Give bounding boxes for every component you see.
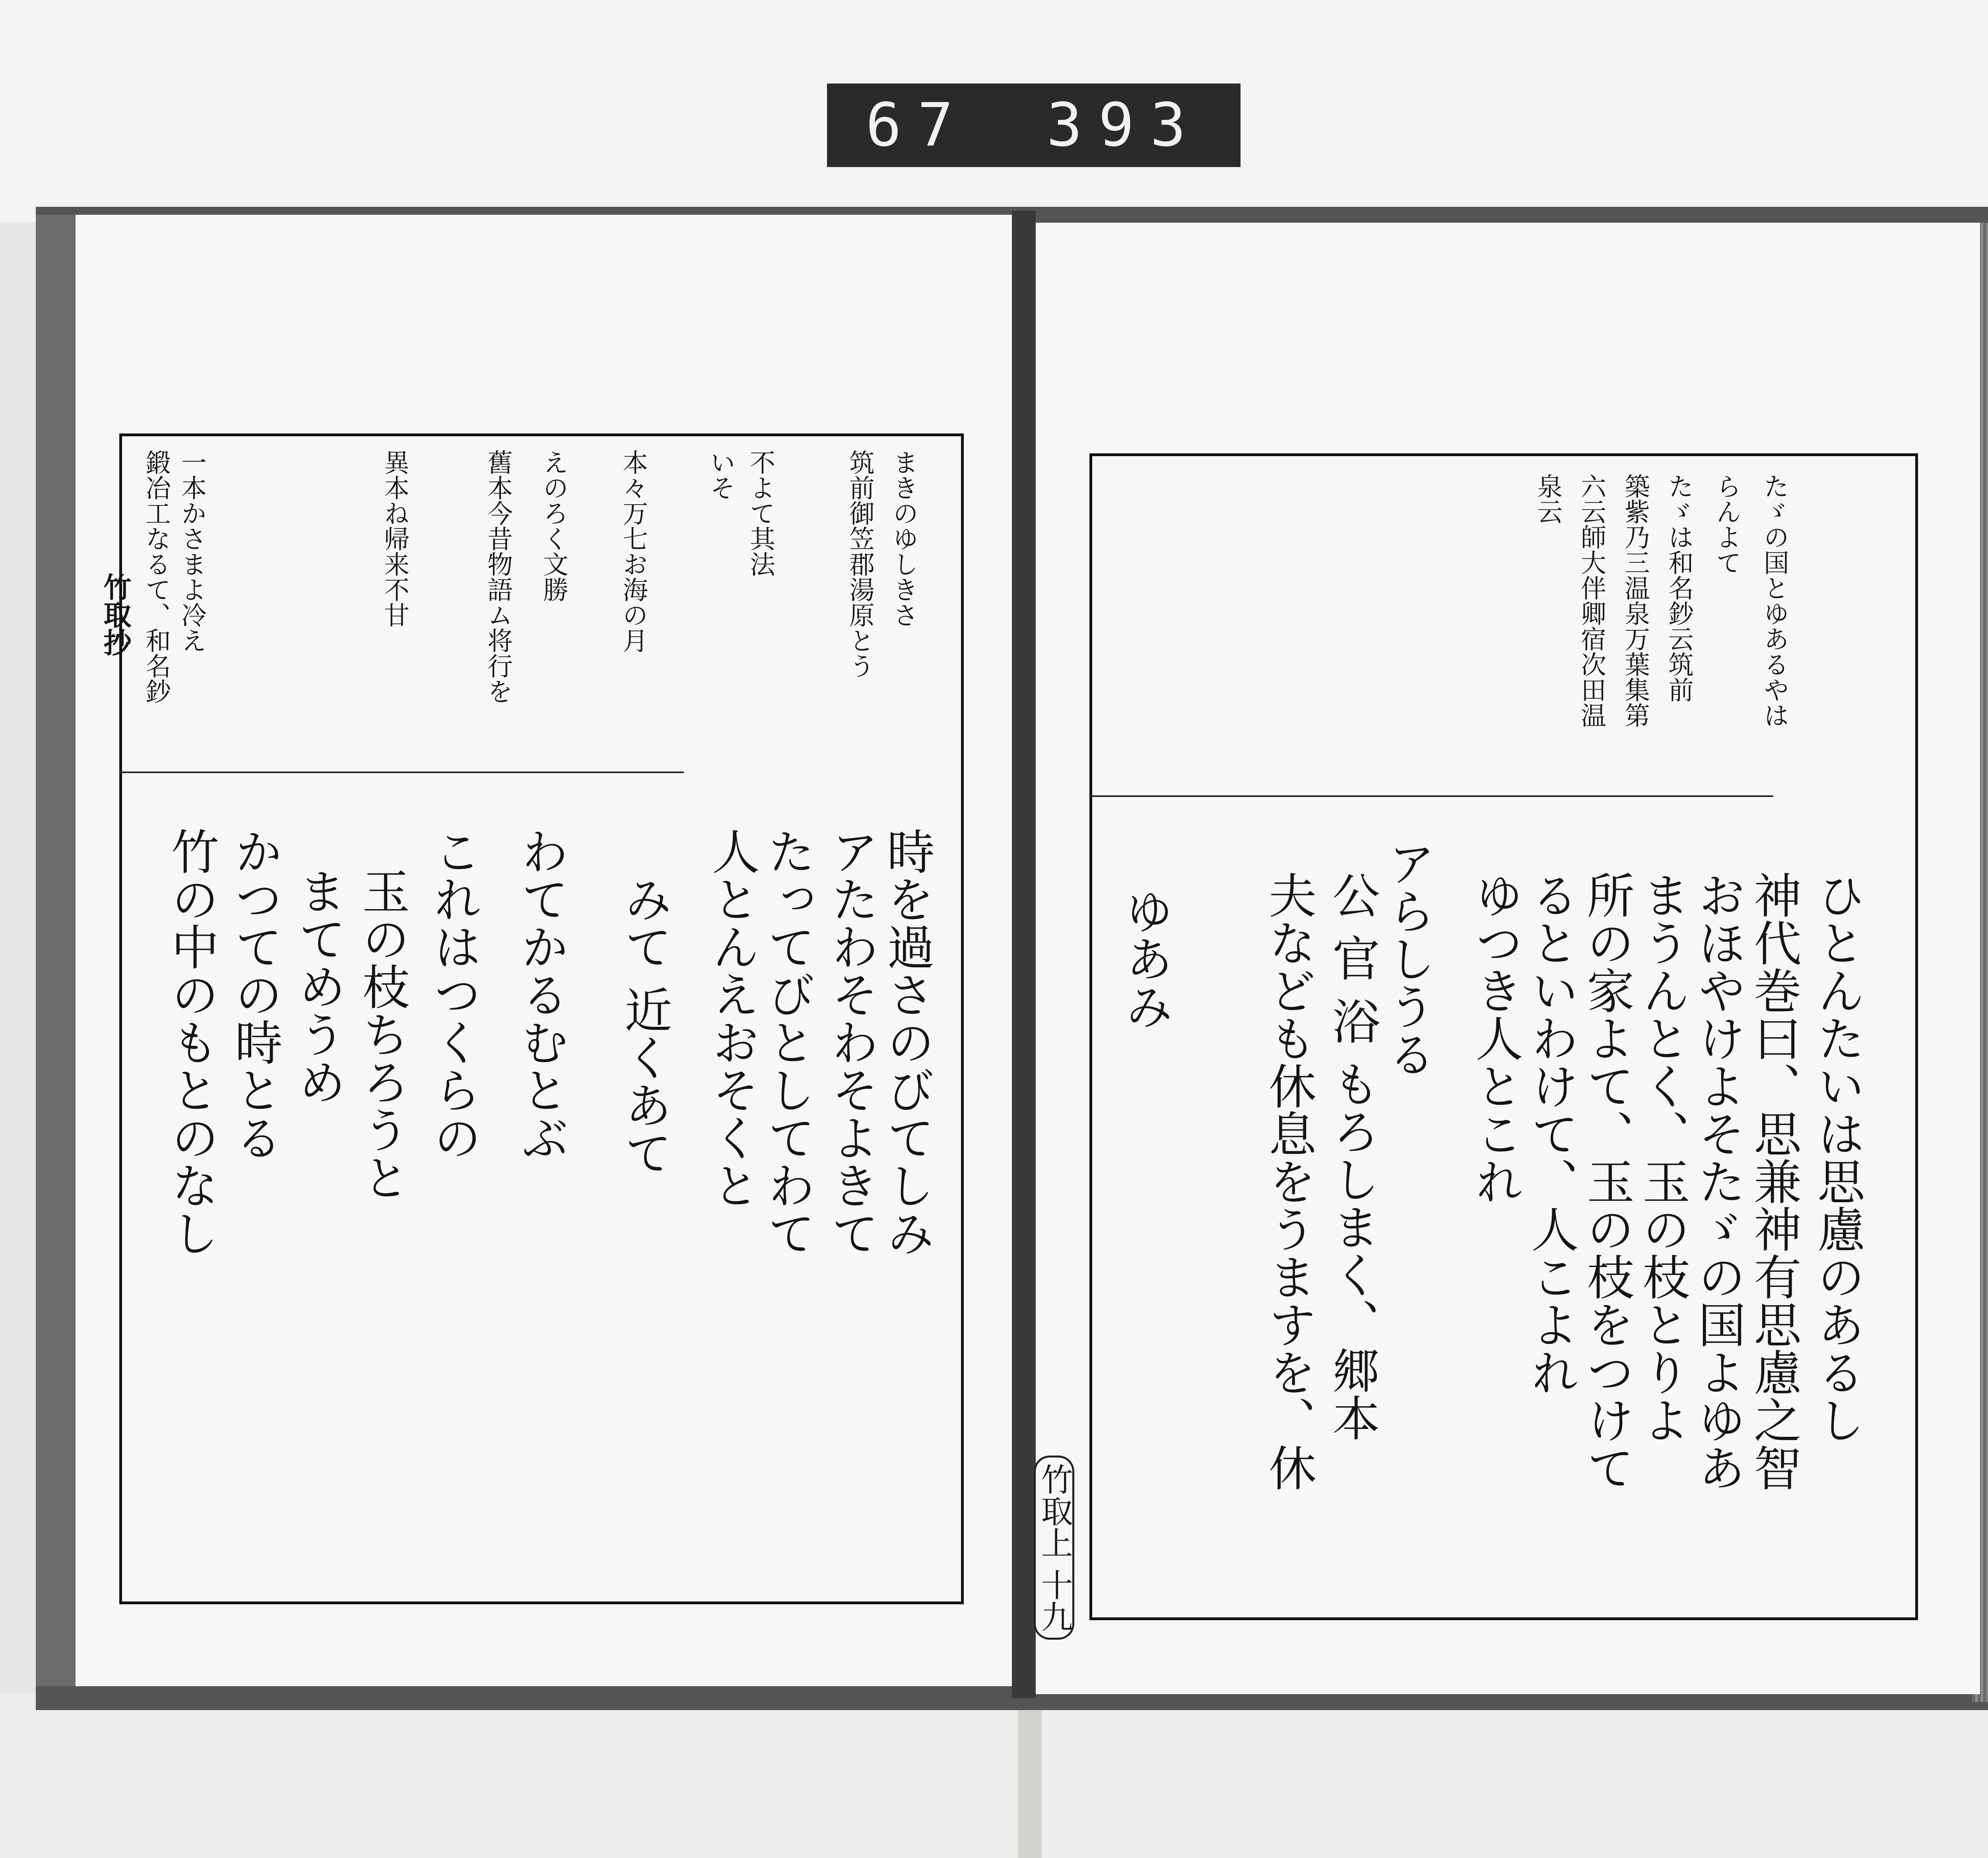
right-main-col: まうんとく、玉の枝とりよ bbox=[1635, 871, 1690, 1444]
left-note-col: まきのゆしきさ bbox=[889, 449, 918, 628]
left-main-col: わてかるむとぶ bbox=[513, 827, 569, 1161]
right-main-col: 公 官 浴 もろしまく、郷本 bbox=[1324, 871, 1380, 1442]
left-main-col: たってびとしてわて bbox=[760, 827, 815, 1257]
archive-label bbox=[827, 84, 1241, 167]
left-notes-divider bbox=[119, 772, 684, 773]
right-main-col: 夫なども休息をうますを、休 bbox=[1261, 871, 1316, 1491]
left-main-col: かつての時とる bbox=[227, 827, 282, 1161]
left-side-title: 竹取抄 bbox=[99, 573, 132, 656]
right-main-col: ゆつき人とこれ bbox=[1468, 871, 1523, 1205]
archive-label-left-number: 67 bbox=[866, 91, 969, 160]
left-note-col: 異本ね帰来不甘 bbox=[380, 449, 409, 628]
left-main-col: 人とんえおそくと bbox=[704, 827, 759, 1209]
left-main-col: 玉の枝ちろうと bbox=[354, 867, 410, 1201]
left-note-col: 筑前御笠郡湯原とう bbox=[845, 449, 874, 678]
left-main-col: まてめうめ bbox=[291, 867, 346, 1106]
right-main-col: ひとんたいは思慮のあるし bbox=[1809, 871, 1865, 1444]
left-main-col: みて 近くあて bbox=[617, 875, 672, 1177]
right-main-col: アらしうる bbox=[1380, 839, 1435, 1078]
left-note-col: 舊本今昔物語ム将行を bbox=[483, 449, 513, 704]
right-main-col: るといわけて、人こよれ bbox=[1523, 871, 1578, 1396]
left-main-col: 竹の中のもとのなし bbox=[163, 827, 219, 1257]
left-note-col: 本々万七お海の月 bbox=[618, 449, 648, 653]
left-note-col: 一本かさまよ冷え bbox=[177, 449, 206, 653]
right-notes-divider bbox=[1089, 795, 1773, 797]
right-note-col: 築紫乃三温泉万葉集第 bbox=[1620, 473, 1650, 728]
archive-label-right-number: 393 bbox=[1046, 91, 1202, 160]
left-main-col: 時を過さのびてしみ bbox=[879, 827, 934, 1257]
left-note-col: えのろく文勝 bbox=[539, 449, 568, 602]
page-folio: 竹取上 十九 bbox=[1034, 1456, 1074, 1640]
right-note-col: たゞの国とゆあるやは bbox=[1759, 473, 1789, 728]
right-main-col: 所の家よて、玉の枝をつけて bbox=[1579, 871, 1634, 1491]
right-note-col: 六云師大伴卿宿次田温 bbox=[1576, 473, 1606, 728]
background-lower bbox=[0, 1694, 1988, 1858]
left-note-col: いそ bbox=[706, 449, 735, 500]
right-note-col: らんよて bbox=[1712, 473, 1741, 575]
right-note-col: たゞは和名鈔云筑前 bbox=[1664, 473, 1693, 702]
right-note-col: 泉云 bbox=[1533, 473, 1562, 524]
right-main-col: おほやけよそたゞの国よゆあ bbox=[1690, 871, 1745, 1491]
left-note-col: 不よて其法 bbox=[746, 449, 775, 577]
right-main-col: ゆあみ bbox=[1118, 887, 1173, 1030]
left-main-col: アたわそわそよきて bbox=[823, 827, 879, 1257]
book-gutter bbox=[1012, 211, 1036, 1698]
right-main-col: 神代巻曰、思兼神有思慮之智 bbox=[1746, 871, 1801, 1491]
left-main-col: これはつくらの bbox=[426, 827, 481, 1161]
left-note-col: 鍛冶工なるて、和名鈔 bbox=[141, 449, 171, 704]
